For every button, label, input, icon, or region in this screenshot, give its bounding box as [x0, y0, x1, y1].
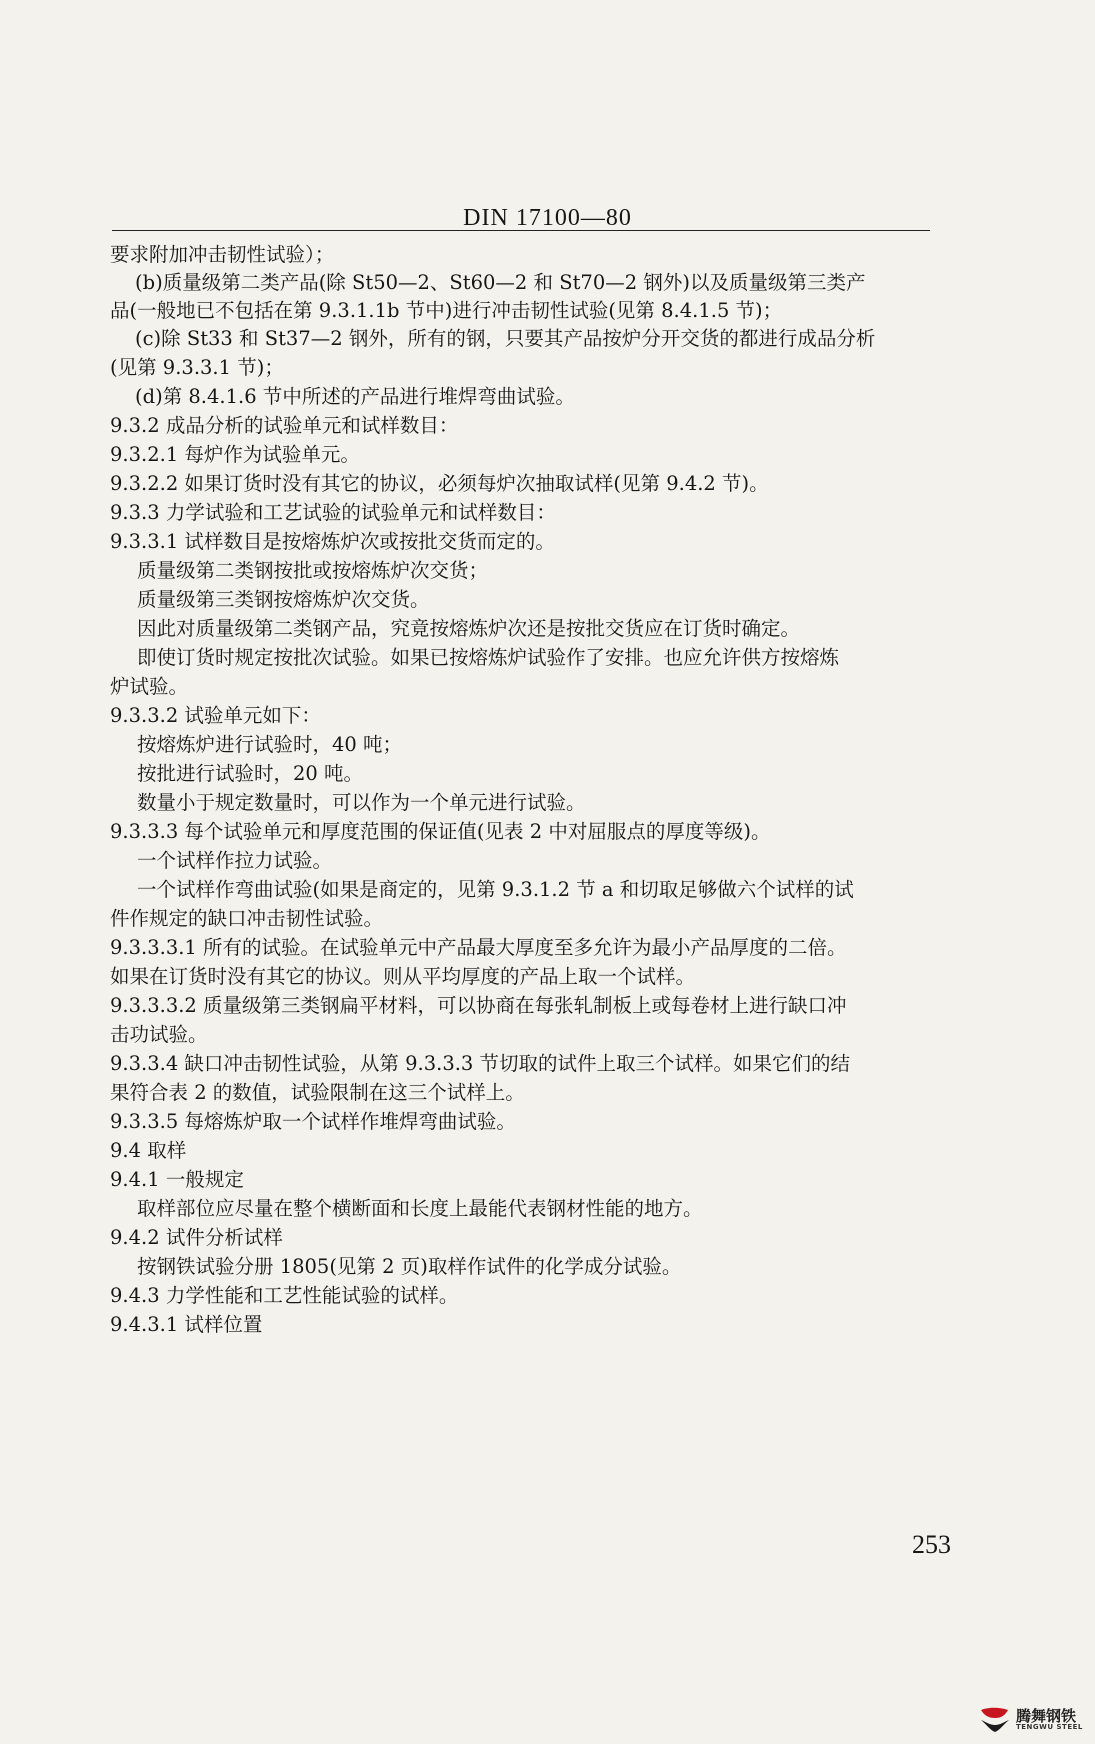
- text-line: 果符合表 2 的数值，试验限制在这三个试样上。: [110, 1081, 525, 1104]
- page-number: 253: [912, 1530, 951, 1559]
- text-line: 9.3.3.3.2 质量级第三类钢扁平材料，可以协商在每张轧制板上或每卷材上进行缺口冲: [110, 994, 847, 1017]
- text-line: 件作规定的缺口冲击韧性试验。: [110, 907, 384, 930]
- watermark-logo: [978, 1706, 1083, 1734]
- text-line: 一个试样作弯曲试验(如果是商定的，见第 9.3.1.2 节 a 和切取足够做六个试样的试: [137, 878, 854, 901]
- text-line: (d)第 8.4.1.6 节中所述的产品进行堆焊弯曲试验。: [135, 385, 575, 408]
- text-line: 按钢铁试验分册 1805(见第 2 页)取样作试件的化学成分试验。: [137, 1255, 682, 1278]
- text-line: 因此对质量级第二类钢产品，究竟按熔炼炉次还是按批交货应在订货时确定。: [137, 617, 801, 640]
- text-line: (c)除 St33 和 St37—2 钢外，所有的钢，只要其产品按炉分开交货的都进行成品分析: [135, 327, 876, 350]
- text-line: 要求附加冲击韧性试验）；: [110, 243, 335, 266]
- text-line: 9.3.2.1 每炉作为试验单元。: [110, 443, 360, 466]
- text-line: 9.3.3.1 试样数目是按熔炼炉次或按批交货而定的。: [110, 530, 555, 553]
- section-heading: 9.4.1 一般规定: [110, 1168, 244, 1191]
- text-line: 9.3.3.2 试验单元如下：: [110, 704, 321, 727]
- section-heading: 9.3.2 成品分析的试验单元和试样数目：: [110, 414, 459, 437]
- text-line: 如果在订货时没有其它的协议。则从平均厚度的产品上取一个试样。: [110, 965, 696, 988]
- text-line: 一个试样作拉力试验。: [137, 849, 333, 872]
- text-line: 9.3.3.5 每熔炼炉取一个试样作堆焊弯曲试验。: [110, 1110, 516, 1133]
- tengwu-logo-icon: [978, 1706, 1012, 1734]
- text-line: 9.3.3.3 每个试验单元和厚度范围的保证值(见表 2 中对屈服点的厚度等级)。: [110, 820, 771, 843]
- text-line: 9.3.3.4 缺口冲击韧性试验，从第 9.3.3.3 节切取的试件上取三个试样。如果它们的结: [110, 1052, 851, 1075]
- section-heading: 9.4 取样: [110, 1139, 187, 1162]
- logo-name-en: TENGWU STEEL: [1016, 1723, 1083, 1731]
- section-heading: 9.4.2 试件分析试样: [110, 1226, 283, 1249]
- page-header-title: DIN 17100—80: [463, 205, 632, 231]
- header-divider: [112, 230, 930, 231]
- text-line: 9.3.3.3.1 所有的试验。在试验单元中产品最大厚度至多允许为最小产品厚度的二倍。: [110, 936, 847, 959]
- text-line: 炉试验。: [110, 675, 189, 698]
- text-line: 击功试验。: [110, 1023, 208, 1046]
- text-line: 按批进行试验时，20 吨。: [137, 762, 364, 785]
- text-line: 取样部位应尽量在整个横断面和长度上最能代表钢材性能的地方。: [137, 1197, 703, 1220]
- text-line: 质量级第三类钢按熔炼炉次交货。: [137, 588, 430, 611]
- text-line: 9.3.2.2 如果订货时没有其它的协议，必须每炉次抽取试样(见第 9.4.2 节)。: [110, 472, 769, 495]
- text-line: (见第 9.3.3.1 节)；: [110, 356, 284, 379]
- text-line: 品(一般地已不包括在第 9.3.1.1b 节中)进行冲击韧性试验(见第 8.4.1.5 节)；: [110, 299, 783, 322]
- section-heading: 9.4.3 力学性能和工艺性能试验的试样。: [110, 1284, 459, 1307]
- section-heading: 9.4.3.1 试样位置: [110, 1313, 263, 1336]
- text-line: 质量级第二类钢按批或按熔炼炉次交货；: [137, 559, 489, 582]
- text-line: (b)质量级第二类产品(除 St50—2、St60—2 和 St70—2 钢外)以及质量级第三类产: [135, 271, 866, 294]
- text-line: 数量小于规定数量时，可以作为一个单元进行试验。: [137, 791, 586, 814]
- logo-name-cn: 腾舞钢铁: [1016, 1707, 1077, 1725]
- text-line: 即使订货时规定按批次试验。如果已按熔炼炉试验作了安排。也应允许供方按熔炼: [137, 646, 840, 669]
- text-line: 按熔炼炉进行试验时，40 吨；: [137, 733, 403, 756]
- section-heading: 9.3.3 力学试验和工艺试验的试验单元和试样数目：: [110, 501, 556, 524]
